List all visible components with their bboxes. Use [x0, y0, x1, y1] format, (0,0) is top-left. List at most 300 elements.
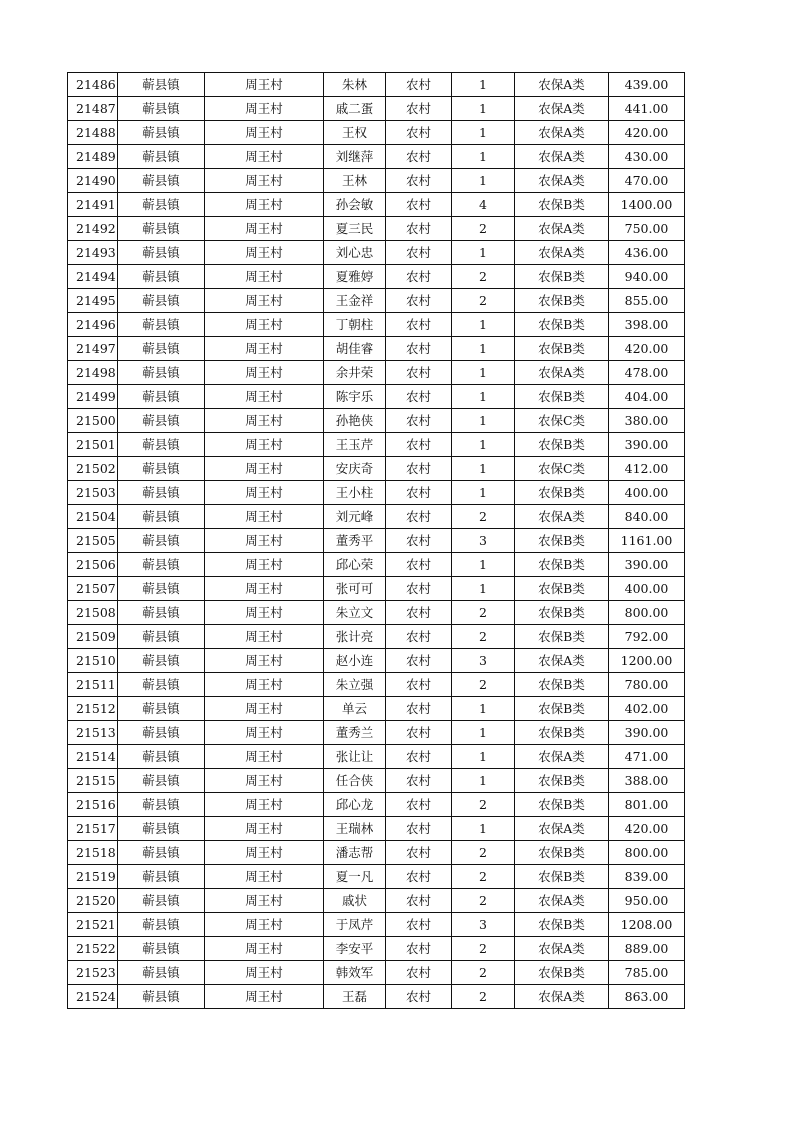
cell-insurance-category: 农保A类: [515, 145, 609, 169]
cell-household-type: 农村: [386, 673, 452, 697]
cell-village: 周王村: [205, 505, 324, 529]
cell-amount: 800.00: [609, 841, 685, 865]
cell-row-id: 21487: [68, 97, 118, 121]
cell-town: 蕲县镇: [118, 217, 205, 241]
cell-row-id: 21490: [68, 169, 118, 193]
cell-insurance-category: 农保B类: [515, 913, 609, 937]
cell-town: 蕲县镇: [118, 817, 205, 841]
cell-member-count: 2: [452, 625, 515, 649]
cell-amount: 402.00: [609, 697, 685, 721]
cell-village: 周王村: [205, 73, 324, 97]
cell-amount: 439.00: [609, 73, 685, 97]
cell-name: 朱立强: [324, 673, 386, 697]
cell-member-count: 2: [452, 601, 515, 625]
cell-household-type: 农村: [386, 145, 452, 169]
table-row: [68, 793, 685, 817]
cell-village: 周王村: [205, 361, 324, 385]
cell-household-type: 农村: [386, 625, 452, 649]
cell-household-type: 农村: [386, 409, 452, 433]
table-row: [68, 649, 685, 673]
cell-row-id: 21496: [68, 313, 118, 337]
cell-amount: 780.00: [609, 673, 685, 697]
cell-insurance-category: 农保A类: [515, 169, 609, 193]
table-row: [68, 481, 685, 505]
cell-village: 周王村: [205, 673, 324, 697]
cell-name: 邱心荣: [324, 553, 386, 577]
cell-insurance-category: 农保B类: [515, 769, 609, 793]
cell-insurance-category: 农保B类: [515, 721, 609, 745]
cell-name: 张可可: [324, 577, 386, 601]
table-row: [68, 385, 685, 409]
cell-member-count: 1: [452, 817, 515, 841]
cell-amount: 940.00: [609, 265, 685, 289]
cell-town: 蕲县镇: [118, 985, 205, 1009]
cell-insurance-category: 农保C类: [515, 457, 609, 481]
cell-insurance-category: 农保A类: [515, 937, 609, 961]
cell-village: 周王村: [205, 289, 324, 313]
cell-town: 蕲县镇: [118, 529, 205, 553]
cell-village: 周王村: [205, 769, 324, 793]
cell-row-id: 21497: [68, 337, 118, 361]
table-row: [68, 865, 685, 889]
cell-amount: 800.00: [609, 601, 685, 625]
cell-village: 周王村: [205, 985, 324, 1009]
cell-row-id: 21488: [68, 121, 118, 145]
cell-household-type: 农村: [386, 889, 452, 913]
cell-name: 丁朝柱: [324, 313, 386, 337]
cell-member-count: 1: [452, 169, 515, 193]
cell-row-id: 21491: [68, 193, 118, 217]
cell-row-id: 21517: [68, 817, 118, 841]
cell-name: 赵小连: [324, 649, 386, 673]
table-row: [68, 505, 685, 529]
cell-household-type: 农村: [386, 793, 452, 817]
table-row: [68, 241, 685, 265]
cell-member-count: 2: [452, 505, 515, 529]
cell-household-type: 农村: [386, 217, 452, 241]
cell-name: 夏雅婷: [324, 265, 386, 289]
cell-household-type: 农村: [386, 841, 452, 865]
cell-amount: 750.00: [609, 217, 685, 241]
table-row: [68, 745, 685, 769]
cell-insurance-category: 农保A类: [515, 817, 609, 841]
cell-name: 朱林: [324, 73, 386, 97]
cell-village: 周王村: [205, 193, 324, 217]
cell-insurance-category: 农保A类: [515, 241, 609, 265]
cell-row-id: 21500: [68, 409, 118, 433]
cell-village: 周王村: [205, 817, 324, 841]
cell-row-id: 21503: [68, 481, 118, 505]
cell-member-count: 1: [452, 73, 515, 97]
table-row: [68, 697, 685, 721]
cell-insurance-category: 农保A类: [515, 649, 609, 673]
cell-row-id: 21522: [68, 937, 118, 961]
cell-town: 蕲县镇: [118, 697, 205, 721]
cell-amount: 398.00: [609, 313, 685, 337]
cell-town: 蕲县镇: [118, 625, 205, 649]
cell-village: 周王村: [205, 577, 324, 601]
table-body: [68, 73, 685, 1009]
cell-name: 安庆奇: [324, 457, 386, 481]
cell-amount: 380.00: [609, 409, 685, 433]
cell-amount: 792.00: [609, 625, 685, 649]
cell-row-id: 21508: [68, 601, 118, 625]
cell-name: 董秀平: [324, 529, 386, 553]
cell-insurance-category: 农保B类: [515, 577, 609, 601]
cell-member-count: 1: [452, 241, 515, 265]
cell-member-count: 1: [452, 145, 515, 169]
cell-household-type: 农村: [386, 289, 452, 313]
cell-village: 周王村: [205, 961, 324, 985]
cell-town: 蕲县镇: [118, 169, 205, 193]
cell-member-count: 2: [452, 265, 515, 289]
cell-household-type: 农村: [386, 913, 452, 937]
cell-village: 周王村: [205, 169, 324, 193]
cell-village: 周王村: [205, 601, 324, 625]
cell-household-type: 农村: [386, 193, 452, 217]
cell-amount: 840.00: [609, 505, 685, 529]
table-row: [68, 145, 685, 169]
cell-household-type: 农村: [386, 865, 452, 889]
cell-town: 蕲县镇: [118, 505, 205, 529]
cell-row-id: 21494: [68, 265, 118, 289]
cell-row-id: 21513: [68, 721, 118, 745]
cell-town: 蕲县镇: [118, 313, 205, 337]
cell-member-count: 3: [452, 913, 515, 937]
cell-insurance-category: 农保B类: [515, 481, 609, 505]
cell-member-count: 3: [452, 649, 515, 673]
cell-household-type: 农村: [386, 505, 452, 529]
cell-member-count: 2: [452, 841, 515, 865]
cell-name: 王小柱: [324, 481, 386, 505]
cell-amount: 839.00: [609, 865, 685, 889]
table-row: [68, 457, 685, 481]
cell-name: 李安平: [324, 937, 386, 961]
cell-amount: 855.00: [609, 289, 685, 313]
cell-row-id: 21524: [68, 985, 118, 1009]
cell-village: 周王村: [205, 865, 324, 889]
cell-member-count: 1: [452, 721, 515, 745]
cell-insurance-category: 农保B类: [515, 265, 609, 289]
cell-household-type: 农村: [386, 745, 452, 769]
cell-insurance-category: 农保B类: [515, 289, 609, 313]
cell-insurance-category: 农保B类: [515, 673, 609, 697]
cell-amount: 785.00: [609, 961, 685, 985]
cell-member-count: 2: [452, 673, 515, 697]
cell-member-count: 2: [452, 865, 515, 889]
cell-town: 蕲县镇: [118, 241, 205, 265]
table-row: [68, 889, 685, 913]
data-table: [67, 72, 685, 1009]
table-row: [68, 409, 685, 433]
cell-household-type: 农村: [386, 313, 452, 337]
cell-town: 蕲县镇: [118, 601, 205, 625]
table-row: [68, 673, 685, 697]
table-row: [68, 625, 685, 649]
cell-insurance-category: 农保B类: [515, 961, 609, 985]
cell-row-id: 21486: [68, 73, 118, 97]
cell-member-count: 1: [452, 385, 515, 409]
cell-name: 刘心忠: [324, 241, 386, 265]
cell-household-type: 农村: [386, 961, 452, 985]
cell-village: 周王村: [205, 745, 324, 769]
cell-insurance-category: 农保B类: [515, 385, 609, 409]
cell-name: 王权: [324, 121, 386, 145]
cell-town: 蕲县镇: [118, 385, 205, 409]
table-row: [68, 313, 685, 337]
cell-village: 周王村: [205, 457, 324, 481]
cell-insurance-category: 农保A类: [515, 505, 609, 529]
cell-name: 任合侠: [324, 769, 386, 793]
cell-village: 周王村: [205, 721, 324, 745]
cell-amount: 400.00: [609, 481, 685, 505]
cell-amount: 430.00: [609, 145, 685, 169]
cell-town: 蕲县镇: [118, 193, 205, 217]
cell-town: 蕲县镇: [118, 649, 205, 673]
cell-name: 王玉芹: [324, 433, 386, 457]
cell-household-type: 农村: [386, 649, 452, 673]
cell-row-id: 21489: [68, 145, 118, 169]
cell-insurance-category: 农保A类: [515, 361, 609, 385]
cell-village: 周王村: [205, 529, 324, 553]
cell-insurance-category: 农保B类: [515, 865, 609, 889]
cell-row-id: 21515: [68, 769, 118, 793]
cell-member-count: 4: [452, 193, 515, 217]
cell-household-type: 农村: [386, 601, 452, 625]
cell-member-count: 1: [452, 457, 515, 481]
cell-name: 潘志帮: [324, 841, 386, 865]
cell-household-type: 农村: [386, 433, 452, 457]
cell-member-count: 1: [452, 577, 515, 601]
cell-insurance-category: 农保B类: [515, 793, 609, 817]
cell-town: 蕲县镇: [118, 409, 205, 433]
table-row: [68, 121, 685, 145]
table-row: [68, 601, 685, 625]
cell-household-type: 农村: [386, 73, 452, 97]
cell-amount: 1208.00: [609, 913, 685, 937]
cell-household-type: 农村: [386, 385, 452, 409]
cell-amount: 801.00: [609, 793, 685, 817]
cell-town: 蕲县镇: [118, 769, 205, 793]
cell-member-count: 2: [452, 889, 515, 913]
cell-household-type: 农村: [386, 97, 452, 121]
cell-insurance-category: 农保B类: [515, 841, 609, 865]
table-row: [68, 193, 685, 217]
cell-insurance-category: 农保A类: [515, 985, 609, 1009]
cell-town: 蕲县镇: [118, 889, 205, 913]
cell-amount: 470.00: [609, 169, 685, 193]
cell-name: 王瑞林: [324, 817, 386, 841]
cell-name: 董秀兰: [324, 721, 386, 745]
cell-household-type: 农村: [386, 721, 452, 745]
cell-town: 蕲县镇: [118, 865, 205, 889]
table-row: [68, 769, 685, 793]
cell-village: 周王村: [205, 433, 324, 457]
cell-name: 单云: [324, 697, 386, 721]
cell-name: 刘继萍: [324, 145, 386, 169]
cell-amount: 400.00: [609, 577, 685, 601]
cell-name: 胡佳睿: [324, 337, 386, 361]
cell-name: 戚状: [324, 889, 386, 913]
cell-row-id: 21493: [68, 241, 118, 265]
cell-insurance-category: 农保B类: [515, 529, 609, 553]
cell-member-count: 2: [452, 793, 515, 817]
cell-row-id: 21504: [68, 505, 118, 529]
cell-member-count: 2: [452, 289, 515, 313]
cell-row-id: 21492: [68, 217, 118, 241]
cell-village: 周王村: [205, 97, 324, 121]
cell-row-id: 21520: [68, 889, 118, 913]
cell-name: 余井荣: [324, 361, 386, 385]
table-row: [68, 721, 685, 745]
cell-name: 夏一凡: [324, 865, 386, 889]
cell-household-type: 农村: [386, 937, 452, 961]
cell-name: 邱心龙: [324, 793, 386, 817]
cell-member-count: 1: [452, 97, 515, 121]
cell-row-id: 21523: [68, 961, 118, 985]
cell-village: 周王村: [205, 241, 324, 265]
cell-village: 周王村: [205, 337, 324, 361]
cell-insurance-category: 农保B类: [515, 697, 609, 721]
cell-village: 周王村: [205, 265, 324, 289]
cell-village: 周王村: [205, 913, 324, 937]
cell-town: 蕲县镇: [118, 721, 205, 745]
cell-name: 孙会敏: [324, 193, 386, 217]
cell-member-count: 2: [452, 937, 515, 961]
cell-insurance-category: 农保A类: [515, 217, 609, 241]
cell-member-count: 1: [452, 337, 515, 361]
cell-amount: 863.00: [609, 985, 685, 1009]
cell-village: 周王村: [205, 937, 324, 961]
cell-household-type: 农村: [386, 985, 452, 1009]
cell-name: 王磊: [324, 985, 386, 1009]
cell-insurance-category: 农保B类: [515, 313, 609, 337]
table-row: [68, 841, 685, 865]
table-row: [68, 817, 685, 841]
cell-amount: 420.00: [609, 337, 685, 361]
cell-member-count: 1: [452, 553, 515, 577]
cell-row-id: 21501: [68, 433, 118, 457]
cell-row-id: 21499: [68, 385, 118, 409]
cell-row-id: 21506: [68, 553, 118, 577]
cell-amount: 388.00: [609, 769, 685, 793]
cell-member-count: 1: [452, 361, 515, 385]
cell-amount: 889.00: [609, 937, 685, 961]
cell-household-type: 农村: [386, 697, 452, 721]
cell-village: 周王村: [205, 697, 324, 721]
cell-amount: 436.00: [609, 241, 685, 265]
table-row: [68, 553, 685, 577]
cell-household-type: 农村: [386, 457, 452, 481]
cell-household-type: 农村: [386, 241, 452, 265]
cell-town: 蕲县镇: [118, 337, 205, 361]
table-row: [68, 337, 685, 361]
cell-amount: 441.00: [609, 97, 685, 121]
cell-row-id: 21505: [68, 529, 118, 553]
cell-amount: 420.00: [609, 121, 685, 145]
cell-amount: 950.00: [609, 889, 685, 913]
cell-row-id: 21510: [68, 649, 118, 673]
cell-village: 周王村: [205, 793, 324, 817]
cell-member-count: 1: [452, 769, 515, 793]
cell-household-type: 农村: [386, 361, 452, 385]
cell-member-count: 2: [452, 961, 515, 985]
cell-name: 王林: [324, 169, 386, 193]
table-row: [68, 217, 685, 241]
cell-village: 周王村: [205, 145, 324, 169]
cell-row-id: 21519: [68, 865, 118, 889]
cell-household-type: 农村: [386, 553, 452, 577]
cell-town: 蕲县镇: [118, 673, 205, 697]
cell-amount: 412.00: [609, 457, 685, 481]
cell-member-count: 3: [452, 529, 515, 553]
cell-row-id: 21516: [68, 793, 118, 817]
table-row: [68, 937, 685, 961]
cell-village: 周王村: [205, 481, 324, 505]
cell-town: 蕲县镇: [118, 841, 205, 865]
cell-insurance-category: 农保B类: [515, 337, 609, 361]
cell-amount: 1200.00: [609, 649, 685, 673]
cell-village: 周王村: [205, 313, 324, 337]
table-row: [68, 433, 685, 457]
cell-household-type: 农村: [386, 481, 452, 505]
cell-name: 孙艳侠: [324, 409, 386, 433]
cell-amount: 420.00: [609, 817, 685, 841]
cell-village: 周王村: [205, 889, 324, 913]
cell-town: 蕲县镇: [118, 265, 205, 289]
cell-household-type: 农村: [386, 529, 452, 553]
cell-row-id: 21512: [68, 697, 118, 721]
cell-village: 周王村: [205, 217, 324, 241]
cell-household-type: 农村: [386, 337, 452, 361]
cell-town: 蕲县镇: [118, 457, 205, 481]
cell-insurance-category: 农保A类: [515, 97, 609, 121]
cell-insurance-category: 农保B类: [515, 625, 609, 649]
cell-amount: 404.00: [609, 385, 685, 409]
cell-name: 陈宇乐: [324, 385, 386, 409]
cell-member-count: 2: [452, 985, 515, 1009]
cell-town: 蕲县镇: [118, 553, 205, 577]
cell-row-id: 21521: [68, 913, 118, 937]
cell-town: 蕲县镇: [118, 361, 205, 385]
cell-amount: 390.00: [609, 721, 685, 745]
cell-town: 蕲县镇: [118, 97, 205, 121]
table-row: [68, 169, 685, 193]
cell-row-id: 21507: [68, 577, 118, 601]
cell-household-type: 农村: [386, 817, 452, 841]
cell-name: 张计亮: [324, 625, 386, 649]
cell-name: 戚二蛋: [324, 97, 386, 121]
cell-town: 蕲县镇: [118, 577, 205, 601]
cell-household-type: 农村: [386, 577, 452, 601]
table-row: [68, 289, 685, 313]
cell-amount: 390.00: [609, 433, 685, 457]
cell-row-id: 21509: [68, 625, 118, 649]
cell-member-count: 1: [452, 697, 515, 721]
cell-name: 朱立文: [324, 601, 386, 625]
table-row: [68, 73, 685, 97]
cell-row-id: 21502: [68, 457, 118, 481]
cell-village: 周王村: [205, 385, 324, 409]
table-row: [68, 985, 685, 1009]
table-row: [68, 913, 685, 937]
table-row: [68, 361, 685, 385]
cell-member-count: 1: [452, 409, 515, 433]
cell-amount: 471.00: [609, 745, 685, 769]
cell-town: 蕲县镇: [118, 937, 205, 961]
cell-village: 周王村: [205, 553, 324, 577]
cell-name: 刘元峰: [324, 505, 386, 529]
